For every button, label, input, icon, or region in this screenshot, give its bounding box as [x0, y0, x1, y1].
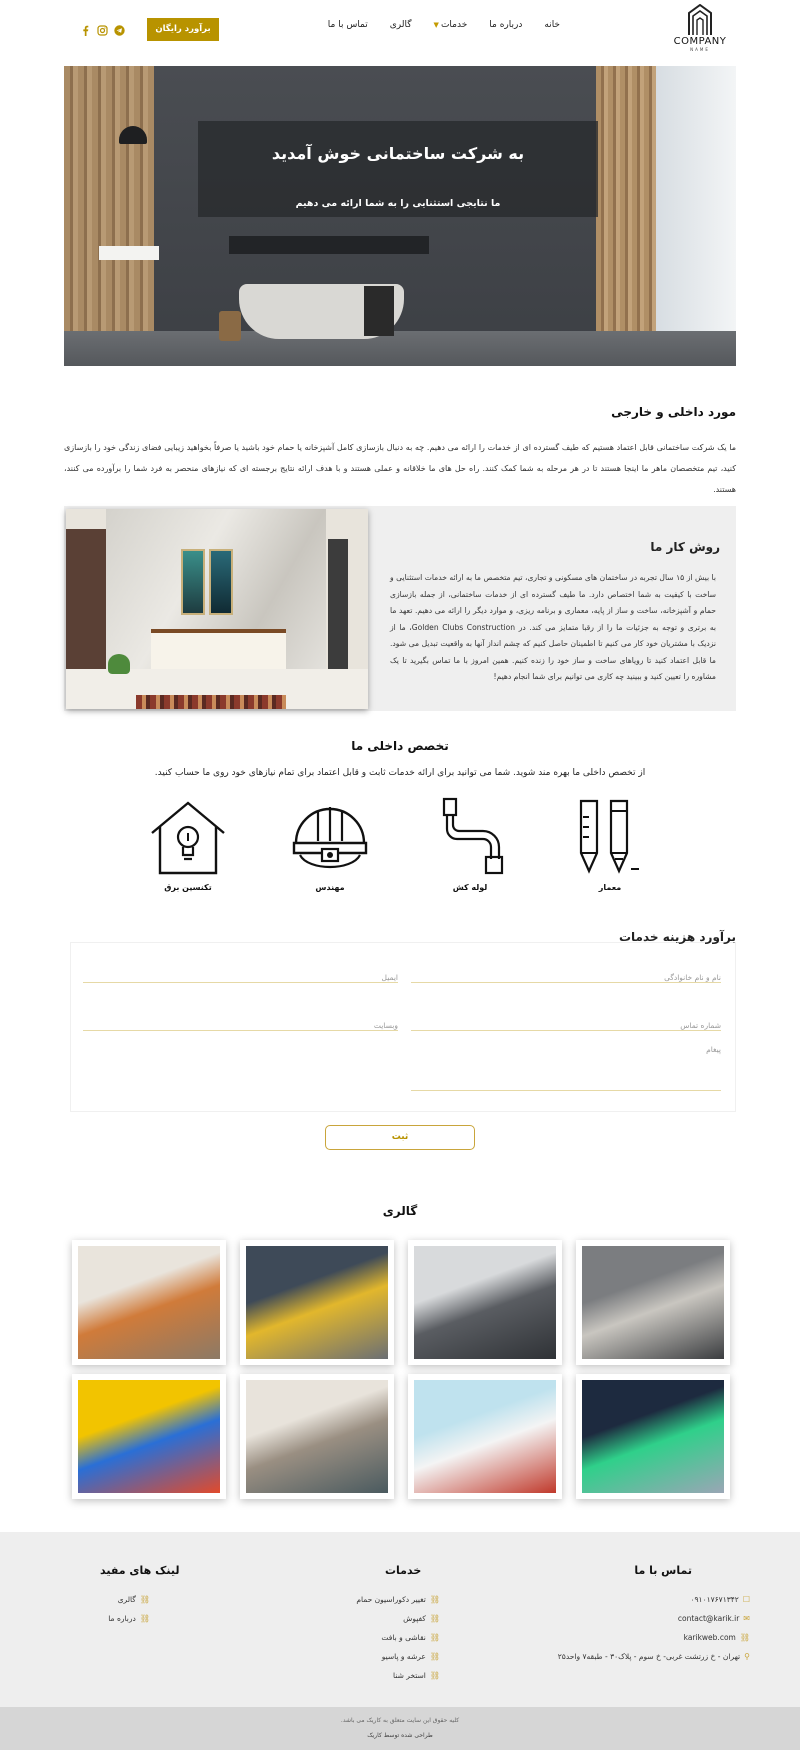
- method-text: با بیش از ۱۵ سال تجربه در ساختمان های مسکونی و تجاری، تیم متخصص ما به ارائه خدمات استثنایی و ساخت با کیفیت به شما اختصاص دارد. ما طیف گسترده ای از خدمات ساختمانی، از جمله بازسازی حمام و آشپزخانه، ساخت و ساز از پایه، معماری و برنامه ریزی، و موارد دیگر را ارائه می دهیم. تعهد ما به برتری و توجه به جزئیات ما را از رقبا متمایز می کند. در Golden Clubs Construction، ما از نزدیک با مشتریان خود کار می کنیم تا اطمینان حاصل کنیم که چشم انداز آنها به واقعیت تبدیل می شود. ما قابل اعتماد کنید تا رویاهای ساخت و ساز خود را زنده کنیم. همین امروز با ما تماس بگیرید تا یک مشاوره را تعیین کنید و ببینید چه کاری می توانیم برای شما انجام دهیم!: [390, 573, 716, 681]
- submit-button[interactable]: ثبت: [325, 1125, 475, 1150]
- footer-services-list: [300, 1590, 440, 1685]
- mail-icon: ✉: [743, 1614, 750, 1623]
- footer-useful-link[interactable]: [80, 1590, 150, 1609]
- expertise-item-plumber: [420, 797, 520, 892]
- expertise-label: تکنسین برق: [164, 883, 212, 892]
- location-icon: ⚲: [744, 1652, 750, 1661]
- gallery-photo-image: [414, 1246, 556, 1359]
- method-photo-painting-left: [181, 549, 205, 615]
- main-nav: [328, 20, 560, 30]
- link-icon: ⛓: [429, 1633, 440, 1642]
- link-icon: ⛓: [739, 1633, 750, 1642]
- hero-title: به شرکت ساختمانی خوش آمدید: [271, 144, 525, 163]
- gallery-photo-shelves-room[interactable]: [72, 1240, 226, 1365]
- footer-service-link[interactable]: [300, 1609, 440, 1628]
- method-photo-plant: [108, 654, 130, 674]
- method-photo-bathroom: [66, 509, 368, 709]
- copyright-text: کلیه حقوق این سایت متعلق به کاریک می باشد.: [340, 1717, 460, 1724]
- gallery-photo-image: [582, 1246, 724, 1359]
- nav-about[interactable]: درباره ما: [489, 20, 523, 30]
- credit-link[interactable]: طراحی شده توسط کاریک: [367, 1732, 433, 1739]
- footer-contact-text: contact@karik.ir: [677, 1614, 740, 1623]
- footer-service-link[interactable]: [300, 1590, 440, 1609]
- footer-service-link[interactable]: [300, 1666, 440, 1685]
- hero-wood-panel-left: [64, 66, 154, 366]
- hero-banner: [64, 66, 736, 366]
- hero-towel: [364, 286, 394, 336]
- gallery-photo-image: [246, 1246, 388, 1359]
- logo-subtext: NAME: [690, 47, 710, 52]
- pencil-ruler-icon: [573, 797, 647, 875]
- nav-gallery[interactable]: گالری: [389, 20, 412, 30]
- expertise-item-electrician: [138, 797, 238, 892]
- expertise-item-engineer: [280, 797, 380, 892]
- expertise-label: مهندس: [315, 883, 345, 892]
- footer-contact-phone[interactable]: [550, 1590, 750, 1609]
- facebook-icon[interactable]: [80, 21, 91, 32]
- nav-services-label: خدمات: [440, 20, 468, 30]
- footer-service-link[interactable]: [300, 1628, 440, 1647]
- expertise-title: تخصص داخلی ما: [351, 739, 449, 753]
- gallery-photo-painter-wall[interactable]: [408, 1374, 562, 1499]
- hero-subtitle: ما نتایجی استثنایی را به شما ارائه می دهیم: [295, 198, 501, 209]
- company-logo[interactable]: [672, 4, 728, 56]
- link-icon: ⛓: [429, 1614, 440, 1623]
- method-photo-cabinet: [151, 629, 286, 669]
- gallery-title: گالری: [382, 1204, 418, 1218]
- footer-contact-address[interactable]: [550, 1647, 750, 1666]
- website-field[interactable]: وبسایت: [83, 991, 398, 1031]
- footer-links-list: [80, 1590, 150, 1628]
- footer-service-label: عرشه و پاسیو: [381, 1652, 426, 1661]
- gallery-photo-living-yellow[interactable]: [240, 1240, 394, 1365]
- footer-useful-link[interactable]: [80, 1609, 150, 1628]
- name-field[interactable]: نام و نام خانوادگی: [411, 943, 721, 983]
- gallery-photo-image: [78, 1246, 220, 1359]
- footer-contact-website[interactable]: [550, 1628, 750, 1647]
- hero-wall-niche: [229, 236, 429, 254]
- site-header: [0, 0, 800, 60]
- footer-link-label: درباره ما: [108, 1614, 136, 1623]
- link-icon: ⛓: [429, 1652, 440, 1661]
- link-icon: ⛓: [429, 1595, 440, 1604]
- hard-hat-icon: [290, 797, 370, 875]
- footer-contact-email[interactable]: [550, 1609, 750, 1628]
- intro-text: ما یک شرکت ساختمانی قابل اعتماد هستیم که طیف گسترده ای از خدمات را ارائه می دهیم. چه به دنبال بازسازی کامل آشپزخانه یا حمام خود باشید یا صرفاً بخواهید زیبایی فضای زندگی خود را بازسازی کنید، تیم متخصصان ماهر ما اینجا هستند تا در هر مرحله به شما کمک کنند. راه حل های ما خلاقانه و عملی هستند و با هدف ارائه نتایج برجسته ای که نیازهای منحصر به فرد شما را برآورده می کنند، هستند.: [64, 443, 736, 494]
- chevron-down-icon: ▼: [433, 21, 439, 29]
- email-field[interactable]: ایمیل: [83, 943, 398, 983]
- expertise-label: لوله کش: [452, 883, 488, 892]
- method-photo-door: [66, 529, 106, 679]
- logo-house-icon: [687, 4, 713, 36]
- hero-stool: [219, 311, 241, 341]
- footer-service-label: استخر شنا: [393, 1671, 426, 1680]
- nav-services[interactable]: [434, 20, 468, 30]
- instagram-icon[interactable]: [97, 21, 108, 32]
- gallery-photo-image: [582, 1380, 724, 1493]
- free-estimate-button[interactable]: برآورد رایگان: [147, 18, 219, 41]
- telegram-icon[interactable]: [114, 21, 125, 32]
- hero-window: [656, 66, 736, 366]
- hero-floor: [64, 331, 736, 366]
- gallery-photo-image: [414, 1380, 556, 1493]
- footer-service-label: تغییر دکوراسیون حمام: [356, 1595, 426, 1604]
- copyright-bar: [0, 1707, 800, 1750]
- hero-sink: [99, 246, 159, 260]
- link-icon: ⛓: [139, 1614, 150, 1623]
- hero-wood-panel-right: [596, 66, 656, 366]
- expertise-label: معمار: [598, 883, 622, 892]
- method-photo-rug: [136, 695, 286, 709]
- gallery-photo-helmet-swatches[interactable]: [72, 1374, 226, 1499]
- expertise-item-architect: [560, 797, 660, 892]
- method-photo-curtain: [328, 539, 348, 669]
- gallery-photo-image: [246, 1380, 388, 1493]
- footer-contact-text: ۰۹۱۰۱۷۶۷۱۳۴۲: [690, 1595, 739, 1604]
- gallery-photo-pool-night[interactable]: [576, 1374, 730, 1499]
- gallery-photo-marble-lobby[interactable]: [240, 1374, 394, 1499]
- link-icon: ⛓: [139, 1595, 150, 1604]
- pipe-icon: [430, 797, 510, 875]
- social-links: [80, 21, 125, 32]
- footer-contact-text: karikweb.com: [683, 1633, 736, 1642]
- nav-home[interactable]: خانه: [544, 20, 560, 30]
- intro-title: مورد داخلی و خارجی: [611, 405, 736, 419]
- gallery-photo-image: [78, 1380, 220, 1493]
- expertise-subtitle: از تخصص داخلی ما بهره مند شوید. شما می توانید برای ارائه خدمات ثابت و قابل اعتماد برای تمام نیازهای خود روی ما حساب کنید.: [154, 768, 646, 778]
- footer-services-title: خدمات: [385, 1564, 422, 1577]
- footer-service-link[interactable]: [300, 1647, 440, 1666]
- gallery-photo-kitchen-counter[interactable]: [408, 1240, 562, 1365]
- site-footer: [0, 1532, 800, 1707]
- phone-icon: ☐: [742, 1595, 750, 1604]
- footer-service-label: کفپوش: [403, 1614, 426, 1623]
- method-title: روش کار ما: [650, 540, 720, 554]
- estimate-title: برآورد هزینه خدمات: [618, 930, 736, 944]
- footer-link-label: گالری: [117, 1595, 136, 1604]
- footer-contact-title: تماس با ما: [634, 1564, 692, 1577]
- footer-service-label: نقاشی و بافت: [381, 1633, 426, 1642]
- footer-contact-list: [550, 1590, 750, 1666]
- logo-text: COMPANY: [673, 36, 727, 47]
- footer-contact-text: تهران - خ زرتشت غربی- خ سوم - پلاک۳۰ - طبقه۷ واحد۲۵: [557, 1652, 741, 1661]
- phone-field[interactable]: شماره تماس: [411, 991, 721, 1031]
- footer-links-title: لینک های مفید: [100, 1564, 180, 1577]
- house-bulb-icon: [148, 797, 228, 875]
- link-icon: ⛓: [429, 1671, 440, 1680]
- estimate-form: [70, 942, 736, 1112]
- message-field[interactable]: پیغام: [411, 1035, 721, 1091]
- gallery-photo-bathroom-mirror[interactable]: [576, 1240, 730, 1365]
- nav-contact[interactable]: تماس با ما: [327, 20, 368, 30]
- method-photo-painting-right: [209, 549, 233, 615]
